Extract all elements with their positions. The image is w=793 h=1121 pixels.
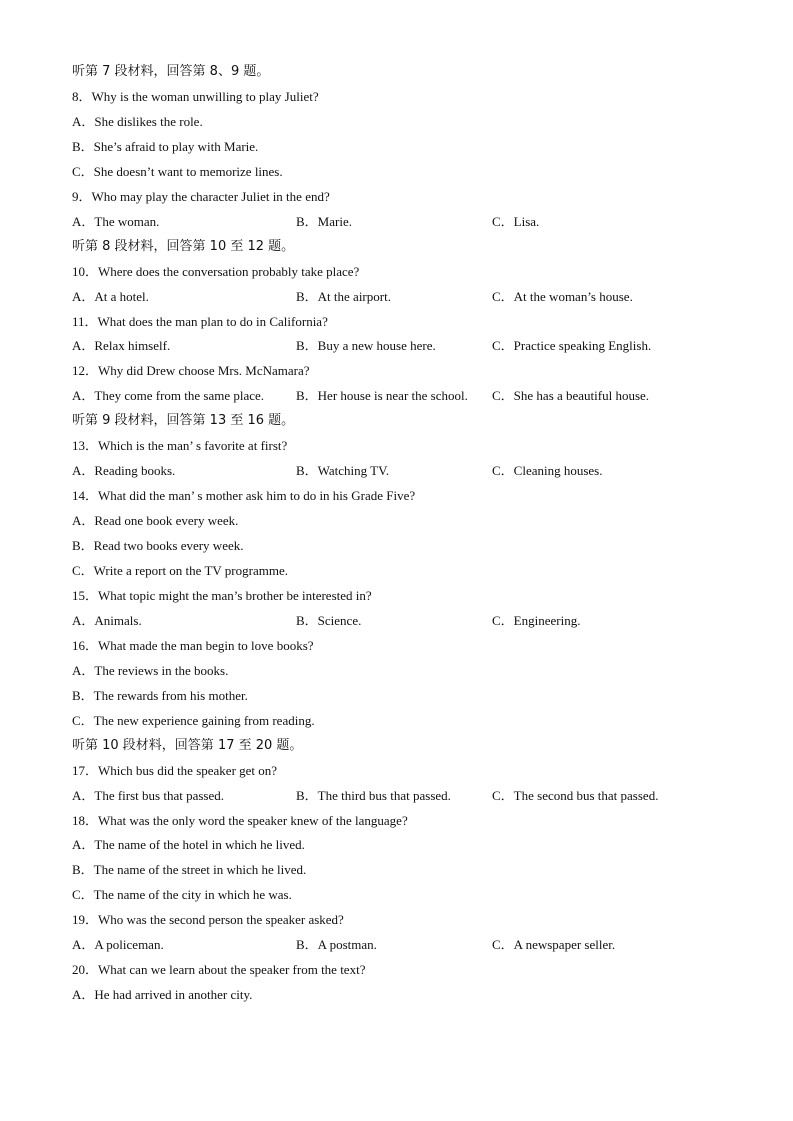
question-text: 17．Which bus did the speaker get on? — [72, 763, 278, 778]
option-b: B．Her house is near the school. — [296, 388, 468, 403]
option-text: A．Read one book every week. — [72, 513, 239, 528]
question-text: 20．What can we learn about the speaker from the text? — [72, 962, 366, 977]
option-b: B．Watching TV. — [296, 463, 390, 478]
option-c: C．She has a beautiful house. — [492, 388, 650, 403]
option-text: B．The name of the street in which he lived. — [72, 862, 307, 877]
question-text: 14．What did the man’ s mother ask him to do in his Grade Five? — [72, 488, 416, 503]
option-a: A．Relax himself. — [72, 338, 171, 353]
option-text: B．The rewards from his mother. — [72, 688, 248, 703]
option-c: C．Practice speaking English. — [492, 338, 652, 353]
option-c: C．The second bus that passed. — [492, 788, 659, 803]
option-row — [72, 460, 732, 482]
question-text: 8．Why is the woman unwilling to play Juliet? — [72, 89, 319, 104]
option-row — [72, 211, 732, 233]
option-c: C．Cleaning houses. — [492, 463, 603, 478]
question-text: 16．What made the man begin to love books? — [72, 638, 314, 653]
option-text: A．He had arrived in another city. — [72, 987, 253, 1002]
section-heading: 听第 9 段材料，回答第 13 至 16 题。 — [72, 413, 295, 428]
question-text: 18．What was the only word the speaker knew of the language? — [72, 813, 408, 828]
option-text: A．She dislikes the role. — [72, 114, 203, 129]
option-a: A．At a hotel. — [72, 289, 149, 304]
option-text: B．Read two books every week. — [72, 538, 244, 553]
option-a: A．Animals. — [72, 613, 142, 628]
option-row — [72, 934, 732, 956]
option-a: A．A policeman. — [72, 937, 164, 952]
question-text: 9．Who may play the character Juliet in the end? — [72, 189, 330, 204]
question-text: 12．Why did Drew choose Mrs. McNamara? — [72, 363, 310, 378]
option-text: B．She’s afraid to play with Marie. — [72, 139, 259, 154]
option-text: C．The name of the city in which he was. — [72, 887, 292, 902]
question-text: 19．Who was the second person the speaker asked? — [72, 912, 344, 927]
option-a: A．The first bus that passed. — [72, 788, 225, 803]
option-text: C．The new experience gaining from reading. — [72, 713, 315, 728]
option-row — [72, 610, 732, 632]
option-c: C．Engineering. — [492, 613, 581, 628]
option-c: C．A newspaper seller. — [492, 937, 616, 952]
section-heading: 听第 10 段材料，回答第 17 至 20 题。 — [72, 738, 303, 753]
option-c: C．At the woman’s house. — [492, 289, 633, 304]
option-text: A．The reviews in the books. — [72, 663, 229, 678]
question-text: 15．What topic might the man’s brother be interested in? — [72, 588, 372, 603]
question-text: 13．Which is the man’ s favorite at first? — [72, 438, 288, 453]
option-b: B．The third bus that passed. — [296, 788, 451, 803]
section-heading: 听第 7 段材料，回答第 8、9 题。 — [72, 64, 270, 79]
option-a: A．Reading books. — [72, 463, 176, 478]
question-text: 10．Where does the conversation probably take place? — [72, 264, 360, 279]
option-b: B．Marie. — [296, 214, 352, 229]
option-row — [72, 385, 732, 407]
option-row — [72, 335, 732, 357]
section-heading: 听第 8 段材料，回答第 10 至 12 题。 — [72, 239, 295, 254]
option-row — [72, 286, 732, 308]
option-text: A．The name of the hotel in which he lived. — [72, 837, 305, 852]
option-c: C．Lisa. — [492, 214, 540, 229]
option-text: C．Write a report on the TV programme. — [72, 563, 288, 578]
option-b: B．At the airport. — [296, 289, 391, 304]
option-b: B．Buy a new house here. — [296, 338, 436, 353]
option-a: A．The woman. — [72, 214, 160, 229]
option-text: C．She doesn’t want to memorize lines. — [72, 164, 283, 179]
option-b: B．A postman. — [296, 937, 377, 952]
question-text: 11．What does the man plan to do in California? — [72, 314, 328, 329]
option-a: A．They come from the same place. — [72, 388, 265, 403]
option-b: B．Science. — [296, 613, 362, 628]
option-row — [72, 785, 732, 807]
